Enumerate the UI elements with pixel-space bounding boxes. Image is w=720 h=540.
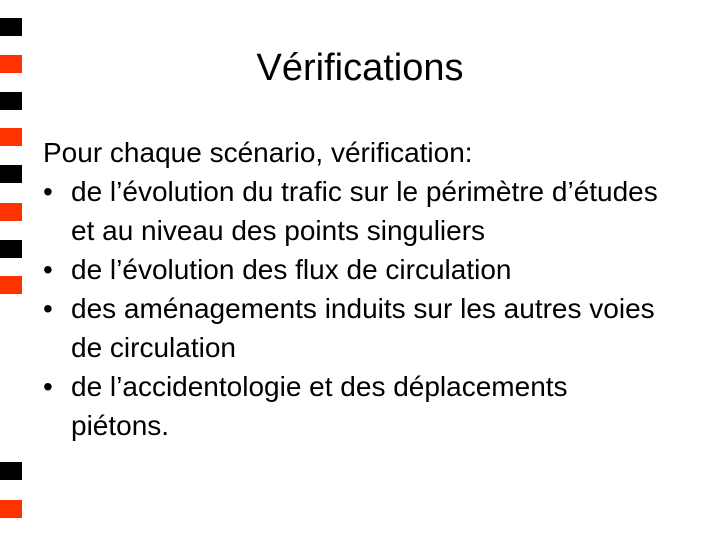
bullet-item [43, 250, 673, 289]
deco-square-black [0, 165, 22, 183]
deco-square-black [0, 92, 22, 110]
bullet-text: de l’évolution des flux de circulation [71, 254, 512, 285]
deco-square-red [0, 203, 22, 221]
intro-text: Pour chaque scénario, vérification: [43, 137, 473, 168]
bullet-item [43, 172, 673, 250]
bullet-item [43, 289, 673, 367]
bullet-marker: • [43, 254, 53, 285]
deco-square-black [0, 462, 22, 480]
bullet-item [43, 367, 673, 445]
bullet-marker: • [43, 293, 53, 324]
bullet-marker: • [43, 371, 53, 402]
bullet-text: des aménagements induits sur les autres voies de circulation [71, 293, 655, 363]
bullet-text: de l’accidentologie et des déplacements piétons. [71, 371, 568, 441]
deco-square-black [0, 18, 22, 36]
deco-square-black [0, 240, 22, 258]
bullet-list [43, 172, 673, 445]
slide-title: Vérifications [256, 47, 464, 89]
bullet-text: de l’évolution du trafic sur le périmètre d’études et au niveau des points singuliers [71, 176, 658, 246]
deco-square-red [0, 500, 22, 518]
deco-square-red [0, 128, 22, 146]
bullet-marker: • [43, 176, 53, 207]
deco-square-red [0, 276, 22, 294]
